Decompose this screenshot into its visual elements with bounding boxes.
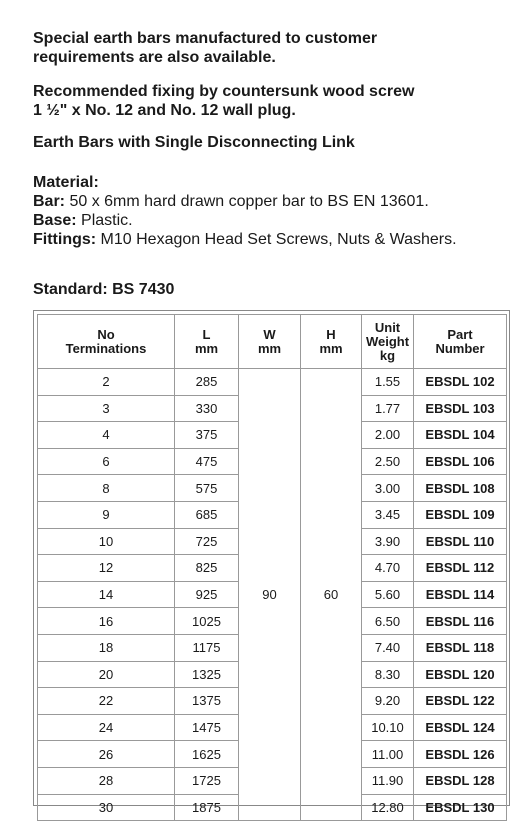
cell-length: 685	[175, 501, 239, 528]
standard-note	[33, 280, 503, 299]
fittings-spec	[33, 230, 503, 249]
cell-terminations: 6	[38, 448, 175, 475]
intro-line-2: requirements are also available.	[33, 49, 276, 66]
header-width: W mm	[239, 315, 301, 369]
spec-table	[37, 314, 507, 821]
cell-length: 1725	[175, 767, 239, 794]
cell-terminations: 24	[38, 714, 175, 741]
cell-terminations: 30	[38, 794, 175, 821]
cell-part-number: EBSDL 130	[414, 794, 507, 821]
cell-unit-weight: 11.90	[362, 767, 414, 794]
cell-terminations: 28	[38, 767, 175, 794]
cell-part-number: EBSDL 118	[414, 634, 507, 661]
cell-length: 1375	[175, 688, 239, 715]
material-heading: Material:	[33, 174, 99, 191]
cell-terminations: 8	[38, 475, 175, 502]
cell-length: 925	[175, 581, 239, 608]
cell-terminations: 9	[38, 501, 175, 528]
custom-availability-note	[33, 29, 503, 67]
product-subtitle	[33, 133, 503, 152]
cell-length: 1475	[175, 714, 239, 741]
standard-text: Standard: BS 7430	[33, 281, 175, 298]
cell-part-number: EBSDL 106	[414, 448, 507, 475]
table-row	[38, 369, 507, 396]
cell-unit-weight: 12.80	[362, 794, 414, 821]
cell-part-number: EBSDL 112	[414, 555, 507, 582]
cell-length: 575	[175, 475, 239, 502]
cell-unit-weight: 3.90	[362, 528, 414, 555]
fittings-value: M10 Hexagon Head Set Screws, Nuts & Washers.	[100, 231, 457, 248]
cell-length: 1875	[175, 794, 239, 821]
cell-length: 330	[175, 395, 239, 422]
cell-part-number: EBSDL 128	[414, 767, 507, 794]
cell-unit-weight: 10.10	[362, 714, 414, 741]
cell-unit-weight: 3.45	[362, 501, 414, 528]
bar-label: Bar:	[33, 193, 66, 210]
table-header-row	[38, 315, 507, 369]
cell-part-number: EBSDL 103	[414, 395, 507, 422]
cell-part-number: EBSDL 104	[414, 422, 507, 449]
cell-length: 1625	[175, 741, 239, 768]
base-label: Base:	[33, 212, 77, 229]
cell-part-number: EBSDL 120	[414, 661, 507, 688]
cell-part-number: EBSDL 126	[414, 741, 507, 768]
cell-unit-weight: 2.50	[362, 448, 414, 475]
cell-length: 375	[175, 422, 239, 449]
cell-height-merged: 60	[301, 369, 362, 821]
header-part-number: Part Number	[414, 315, 507, 369]
cell-terminations: 10	[38, 528, 175, 555]
cell-unit-weight: 3.00	[362, 475, 414, 502]
cell-part-number: EBSDL 116	[414, 608, 507, 635]
cell-unit-weight: 9.20	[362, 688, 414, 715]
cell-terminations: 12	[38, 555, 175, 582]
cell-terminations: 22	[38, 688, 175, 715]
intro-line-1: Special earth bars manufactured to customer	[33, 30, 378, 47]
fittings-label: Fittings:	[33, 231, 97, 248]
cell-terminations: 14	[38, 581, 175, 608]
cell-terminations: 26	[38, 741, 175, 768]
material-spec	[33, 173, 503, 249]
cell-terminations: 4	[38, 422, 175, 449]
cell-width-merged: 90	[239, 369, 301, 821]
cell-unit-weight: 6.50	[362, 608, 414, 635]
header-length: L mm	[175, 315, 239, 369]
cell-terminations: 20	[38, 661, 175, 688]
cell-unit-weight: 2.00	[362, 422, 414, 449]
bar-value: 50 x 6mm hard drawn copper bar to BS EN 13601.	[69, 193, 429, 210]
cell-length: 1325	[175, 661, 239, 688]
cell-length: 285	[175, 369, 239, 396]
cell-unit-weight: 7.40	[362, 634, 414, 661]
cell-part-number: EBSDL 114	[414, 581, 507, 608]
subtitle-text: Earth Bars with Single Disconnecting Link	[33, 134, 355, 151]
spec-table-frame	[33, 310, 510, 815]
fixing-line-2: 1 ½" x No. 12 and No. 12 wall plug.	[33, 102, 296, 119]
bar-spec	[33, 192, 503, 211]
cell-terminations: 2	[38, 369, 175, 396]
base-spec	[33, 211, 503, 230]
cell-unit-weight: 1.55	[362, 369, 414, 396]
cell-part-number: EBSDL 124	[414, 714, 507, 741]
header-unit-weight: Unit Weight kg	[362, 315, 414, 369]
cell-terminations: 3	[38, 395, 175, 422]
base-value: Plastic.	[81, 212, 133, 229]
cell-part-number: EBSDL 109	[414, 501, 507, 528]
fixing-line-1: Recommended fixing by countersunk wood screw	[33, 83, 415, 100]
cell-part-number: EBSDL 102	[414, 369, 507, 396]
cell-unit-weight: 8.30	[362, 661, 414, 688]
cell-terminations: 18	[38, 634, 175, 661]
cell-length: 1175	[175, 634, 239, 661]
cell-length: 725	[175, 528, 239, 555]
cell-unit-weight: 11.00	[362, 741, 414, 768]
fixing-note	[33, 82, 503, 120]
cell-length: 475	[175, 448, 239, 475]
cell-length: 1025	[175, 608, 239, 635]
cell-length: 825	[175, 555, 239, 582]
cell-unit-weight: 1.77	[362, 395, 414, 422]
cell-part-number: EBSDL 122	[414, 688, 507, 715]
header-terminations: No Terminations	[38, 315, 175, 369]
cell-unit-weight: 4.70	[362, 555, 414, 582]
cell-terminations: 16	[38, 608, 175, 635]
cell-unit-weight: 5.60	[362, 581, 414, 608]
header-height: H mm	[301, 315, 362, 369]
table-body	[38, 369, 507, 821]
cell-part-number: EBSDL 108	[414, 475, 507, 502]
cell-part-number: EBSDL 110	[414, 528, 507, 555]
